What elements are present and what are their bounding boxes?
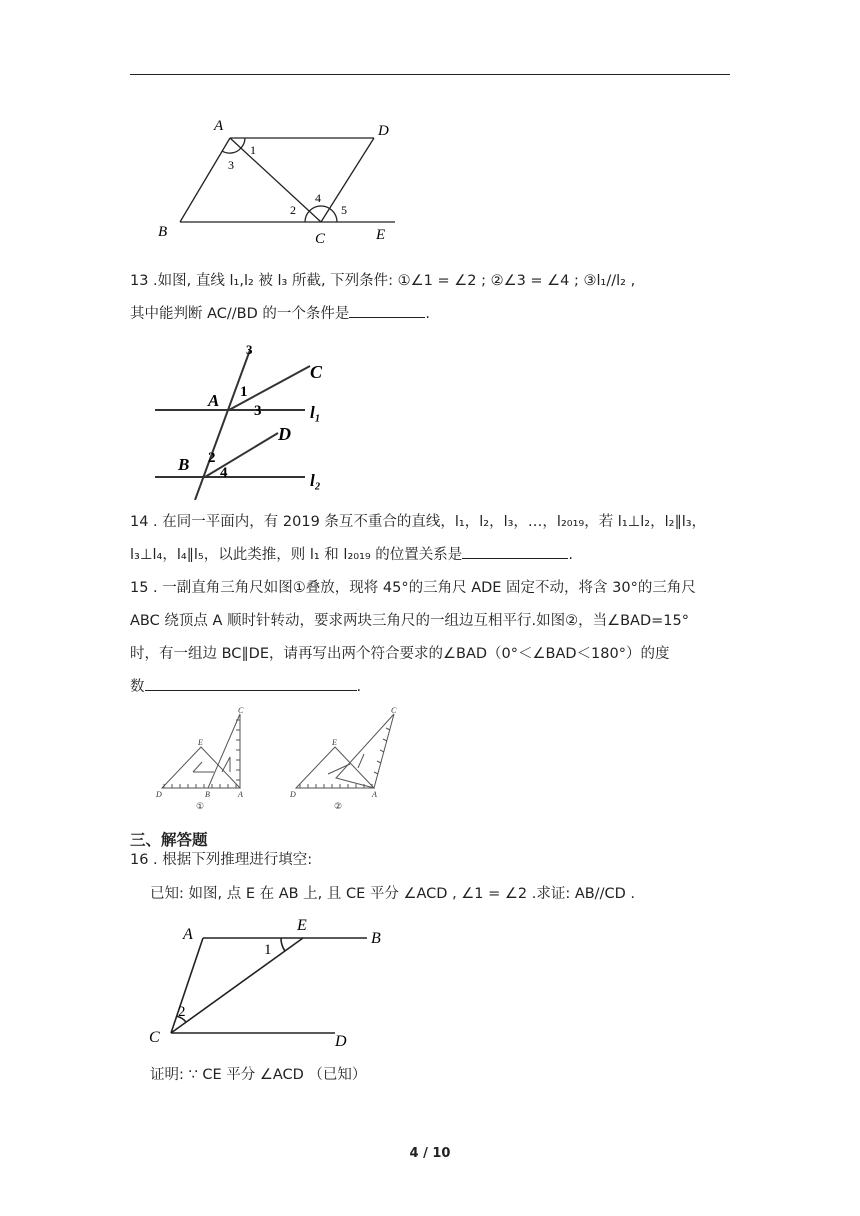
fig15-left-label-D: D (156, 790, 162, 799)
fig12-label-C: C (315, 231, 326, 247)
q15-text: 数 (130, 679, 145, 695)
fig12-angle-1: 1 (250, 143, 256, 157)
fig16-angle-2: 2 (178, 1004, 186, 1020)
q14-answer-blank[interactable] (462, 544, 568, 559)
figure-parallelogram (150, 112, 410, 247)
section-title: 三、解答题 (130, 831, 208, 849)
fig13-label-B: B (178, 455, 190, 474)
q13-period: . (425, 306, 430, 322)
fig12-label-E: E (376, 227, 386, 243)
fig13-label-D: D (278, 424, 291, 444)
figure-set-squares (150, 702, 420, 814)
fig12-label-A: A (214, 118, 224, 134)
q15-period: . (356, 679, 362, 695)
q13-line-1: 13 .如图, 直线 l₁,l₂ 被 l₃ 所截, 下列条件: ①∠1 = ∠2 ; ②∠3 = ∠4 ; ③l₁//l₂ , (130, 273, 636, 289)
header-rule (130, 74, 730, 75)
q16-proof-line: 证明: ∵ CE 平分 ∠ACD （已知） (150, 1067, 367, 1083)
q13-line-2 (130, 303, 750, 325)
fig13-angle-1: 1 (240, 384, 248, 400)
figure-transversal (150, 338, 340, 500)
fig15-left-label-E: E (198, 738, 203, 747)
fig15-right-label-D: D (290, 790, 296, 799)
fig13-angle-3: 3 (254, 403, 262, 419)
q13-answer-blank[interactable] (349, 303, 425, 318)
fig12-angle-2: 2 (290, 203, 296, 217)
fig12-angle-5: 5 (341, 203, 347, 217)
fig16-label-C: C (149, 1029, 160, 1046)
q15-line-3: 时，有一组边 BC∥DE，请再写出两个符合要求的∠BAD（0°＜∠BAD＜180°）的度 (130, 646, 670, 662)
q16-given: 已知: 如图, 点 E 在 AB 上, 且 CE 平分 ∠ACD , ∠1 = ∠2 .求证: AB//CD . (150, 886, 635, 902)
fig15-caption-1: ① (196, 802, 205, 812)
fig15-left-label-C: C (238, 706, 244, 715)
fig13-label-A: A (208, 391, 220, 410)
fig16-label-E: E (297, 917, 307, 934)
fig13-angle-4: 4 (220, 465, 228, 481)
fig15-caption-2: ② (334, 802, 343, 812)
page-indicator: 4 / 10 (409, 1146, 451, 1161)
fig12-label-D: D (378, 123, 389, 139)
fig13-label-l2: l₂ (310, 471, 321, 490)
fig16-label-D: D (335, 1033, 347, 1050)
fig15-left-label-B: B (205, 790, 210, 799)
fig15-right-label-A: A (372, 790, 377, 799)
fig12-label-B: B (158, 224, 168, 240)
q14-period: . (568, 547, 573, 563)
q13-text: 其中能判断 AC//BD 的一个条件是 (130, 306, 350, 322)
fig15-right-label-C: C (391, 706, 397, 715)
q15-line-4 (130, 676, 750, 698)
q14-line-2 (130, 544, 750, 566)
q16-line-1: 16 . 根据下列推理进行填空: (130, 852, 313, 868)
fig13-angle-2: 2 (208, 450, 216, 466)
fig15-left-label-A: A (238, 790, 243, 799)
fig16-angle-1: 1 (264, 942, 272, 958)
fig12-angle-3: 3 (228, 158, 234, 172)
fig13-label-C: C (310, 362, 323, 382)
figure-angle-bisector (145, 912, 390, 1052)
fig16-label-B: B (371, 930, 381, 947)
q15-answer-blank[interactable] (145, 676, 357, 691)
fig13-label-l1: l₁ (310, 403, 321, 422)
fig16-label-A: A (183, 926, 193, 943)
q14-line-1: 14 . 在同一平面内，有 2019 条互不重合的直线，l₁，l₂，l₃，…，l₂₀₁₉，若 l₁⊥l₂，l₂∥l₃， (130, 514, 707, 530)
q14-text: l₃⊥l₄，l₄∥l₅，以此类推，则 l₁ 和 l₂₀₁₉ 的位置关系是 (130, 547, 463, 563)
fig13-line-3-label: 3 (246, 342, 253, 357)
fig15-right-label-E: E (332, 738, 337, 747)
q15-line-1: 15 . 一副直角三角尺如图①叠放，现将 45°的三角尺 ADE 固定不动，将含 30°的三角尺 (130, 580, 696, 596)
fig12-angle-4: 4 (315, 191, 321, 205)
q15-line-2: ABC 绕顶点 A 顺时针转动，要求两块三角尺的一组边互相平行.如图②，当∠BAD=15° (130, 613, 689, 629)
